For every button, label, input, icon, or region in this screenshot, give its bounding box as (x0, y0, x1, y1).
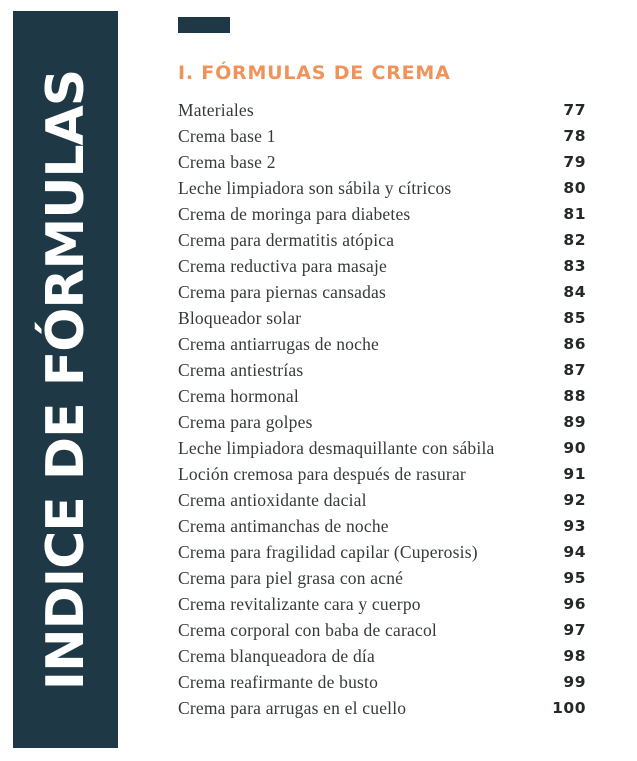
toc-item-title: Crema reafirmante de busto (178, 671, 379, 692)
toc-item-page-number: 100 (552, 699, 586, 717)
toc-row (178, 253, 586, 279)
toc-item-title: Crema para dermatitis atópica (178, 229, 395, 250)
toc-row (178, 435, 586, 461)
toc-row (178, 227, 586, 253)
toc-item-page-number: 78 (563, 127, 586, 145)
toc-item-page-number: 97 (563, 621, 586, 639)
toc-item-page-number: 94 (563, 543, 586, 561)
toc-item-title: Crema para piernas cansadas (178, 281, 387, 302)
toc-item-title: Leche limpiadora son sábila y cítricos (178, 177, 452, 198)
section-heading: I. FÓRMULAS DE CREMA (178, 62, 451, 84)
toc-row (178, 643, 586, 669)
toc-row (178, 539, 586, 565)
toc-item-page-number: 93 (563, 517, 586, 535)
toc-row (178, 565, 586, 591)
toc-item-title: Bloqueador solar (178, 307, 302, 328)
toc-item-page-number: 91 (563, 465, 586, 483)
toc-content (178, 62, 586, 721)
sidebar-banner (13, 11, 118, 748)
toc-item-title: Crema de moringa para diabetes (178, 203, 411, 224)
toc-item-title: Materiales (178, 99, 254, 120)
toc-item-title: Crema base 1 (178, 125, 276, 146)
toc-item-page-number: 90 (563, 439, 586, 457)
toc-item-page-number: 83 (563, 257, 586, 275)
toc-item-title: Crema hormonal (178, 385, 299, 406)
toc-item-page-number: 84 (563, 283, 586, 301)
toc-item-page-number: 82 (563, 231, 586, 249)
toc-row (178, 97, 586, 123)
toc-item-title: Crema para golpes (178, 411, 313, 432)
toc-row (178, 409, 586, 435)
toc-item-title: Crema base 2 (178, 151, 276, 172)
toc-row (178, 461, 586, 487)
sidebar-vertical-title: INDICE DE FÓRMULAS (35, 69, 96, 690)
toc-item-title: Crema corporal con baba de caracol (178, 619, 437, 640)
toc-list (178, 97, 586, 721)
toc-item-title: Crema antiestrías (178, 359, 304, 380)
toc-item-title: Crema para arrugas en el cuello (178, 697, 407, 718)
toc-row (178, 591, 586, 617)
toc-row (178, 383, 586, 409)
toc-row (178, 175, 586, 201)
toc-row (178, 123, 586, 149)
toc-item-page-number: 80 (563, 179, 586, 197)
toc-item-page-number: 81 (563, 205, 586, 223)
toc-item-title: Crema para piel grasa con acné (178, 567, 404, 588)
toc-row (178, 149, 586, 175)
toc-row (178, 201, 586, 227)
toc-row (178, 617, 586, 643)
toc-item-page-number: 89 (563, 413, 586, 431)
toc-item-title: Crema antimanchas de noche (178, 515, 389, 536)
toc-item-page-number: 95 (563, 569, 586, 587)
toc-item-page-number: 77 (563, 101, 586, 119)
toc-item-title: Crema revitalizante cara y cuerpo (178, 593, 421, 614)
decorative-rectangle (178, 17, 230, 33)
toc-item-page-number: 85 (563, 309, 586, 327)
toc-row (178, 695, 586, 721)
toc-item-page-number: 99 (563, 673, 586, 691)
toc-item-title: Crema reductiva para masaje (178, 255, 387, 276)
toc-item-page-number: 87 (563, 361, 586, 379)
toc-item-page-number: 88 (563, 387, 586, 405)
toc-item-page-number: 98 (563, 647, 586, 665)
toc-item-page-number: 79 (563, 153, 586, 171)
toc-item-title: Crema antiarrugas de noche (178, 333, 380, 354)
toc-row (178, 513, 586, 539)
toc-item-page-number: 96 (563, 595, 586, 613)
toc-item-title: Crema para fragilidad capilar (Cuperosis) (178, 541, 478, 562)
toc-row (178, 279, 586, 305)
toc-item-title: Leche limpiadora desmaquillante con sábila (178, 437, 495, 458)
toc-item-title: Crema blanqueadora de día (178, 645, 375, 666)
toc-item-title: Crema antioxidante dacial (178, 489, 367, 510)
toc-item-title: Loción cremosa para después de rasurar (178, 463, 466, 484)
toc-row (178, 331, 586, 357)
toc-row (178, 357, 586, 383)
toc-item-page-number: 92 (563, 491, 586, 509)
toc-row (178, 669, 586, 695)
toc-row (178, 487, 586, 513)
toc-row (178, 305, 586, 331)
toc-item-page-number: 86 (563, 335, 586, 353)
